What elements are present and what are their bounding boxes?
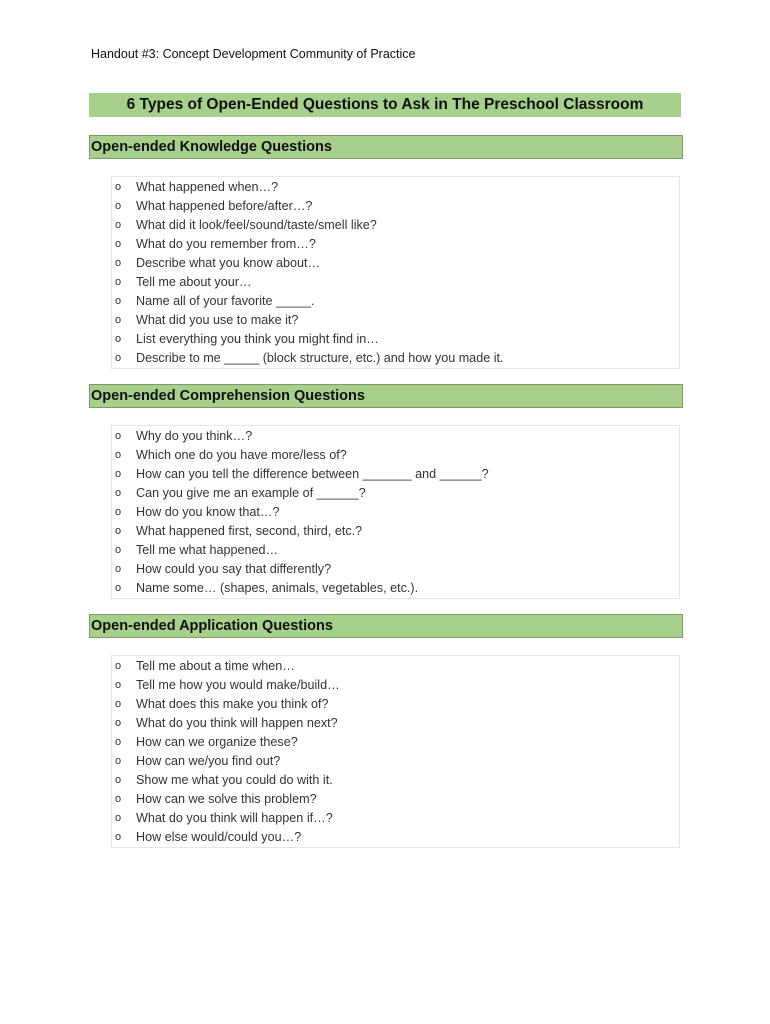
question-text: How can we solve this problem? <box>136 792 317 806</box>
question-list-comprehension <box>111 425 680 599</box>
list-item <box>112 714 679 733</box>
list-item <box>112 579 679 598</box>
question-list-knowledge <box>111 176 680 369</box>
list-item <box>112 771 679 790</box>
question-text: Tell me about your… <box>136 275 252 289</box>
list-item <box>112 733 679 752</box>
question-text: Why do you think…? <box>136 429 253 443</box>
question-text: Describe to me _____ (block structure, etc.) and how you made it. <box>136 351 504 365</box>
question-text: Tell me about a time when… <box>136 659 295 673</box>
bullet-icon: o <box>114 295 122 307</box>
question-text: Show me what you could do with it. <box>136 773 333 787</box>
list-item <box>112 178 679 197</box>
bullet-icon: o <box>114 238 122 250</box>
section-heading-application: Open-ended Application Questions <box>89 614 683 638</box>
list-item <box>112 503 679 522</box>
question-text: What happened before/after…? <box>136 199 313 213</box>
question-text: What did you use to make it? <box>136 313 299 327</box>
list-item <box>112 522 679 541</box>
list-item <box>112 465 679 484</box>
list-item <box>112 790 679 809</box>
list-item <box>112 349 679 368</box>
bullet-icon: o <box>114 200 122 212</box>
bullet-icon: o <box>114 430 122 442</box>
question-text: How can you tell the difference between _______ and ______? <box>136 467 489 481</box>
list-item <box>112 695 679 714</box>
question-text: What happened first, second, third, etc.? <box>136 524 363 538</box>
list-item <box>112 446 679 465</box>
bullet-icon: o <box>114 774 122 786</box>
bullet-icon: o <box>114 563 122 575</box>
question-text: Describe what you know about… <box>136 256 321 270</box>
bullet-icon: o <box>114 717 122 729</box>
question-text: Tell me what happened… <box>136 543 279 557</box>
bullet-icon: o <box>114 812 122 824</box>
list-item <box>112 254 679 273</box>
list-item <box>112 292 679 311</box>
list-item <box>112 752 679 771</box>
question-text: What do you think will happen if…? <box>136 811 333 825</box>
question-text: How can we/you find out? <box>136 754 281 768</box>
question-text: Tell me how you would make/build… <box>136 678 340 692</box>
section-heading-knowledge: Open-ended Knowledge Questions <box>89 135 683 159</box>
question-text: How can we organize these? <box>136 735 298 749</box>
question-text: What happened when…? <box>136 180 279 194</box>
list-item <box>112 541 679 560</box>
question-list-application <box>111 655 680 848</box>
bullet-icon: o <box>114 257 122 269</box>
list-item <box>112 676 679 695</box>
list-item <box>112 330 679 349</box>
list-item <box>112 235 679 254</box>
bullet-icon: o <box>114 181 122 193</box>
bullet-icon: o <box>114 660 122 672</box>
bullet-icon: o <box>114 506 122 518</box>
list-item <box>112 311 679 330</box>
question-text: What do you think will happen next? <box>136 716 338 730</box>
list-item <box>112 560 679 579</box>
question-text: How else would/could you…? <box>136 830 302 844</box>
bullet-icon: o <box>114 487 122 499</box>
question-text: List everything you think you might find in… <box>136 332 379 346</box>
list-item <box>112 657 679 676</box>
document-title: 6 Types of Open-Ended Questions to Ask in The Preschool Classroom <box>89 93 681 117</box>
question-text: What do you remember from…? <box>136 237 316 251</box>
section-heading-comprehension: Open-ended Comprehension Questions <box>89 384 683 408</box>
bullet-icon: o <box>114 736 122 748</box>
bullet-icon: o <box>114 468 122 480</box>
bullet-icon: o <box>114 219 122 231</box>
question-text: What did it look/feel/sound/taste/smell like? <box>136 218 377 232</box>
bullet-icon: o <box>114 755 122 767</box>
list-item <box>112 484 679 503</box>
bullet-icon: o <box>114 276 122 288</box>
running-header: Handout #3: Concept Development Community of Practice <box>91 47 416 61</box>
bullet-icon: o <box>114 314 122 326</box>
list-item <box>112 273 679 292</box>
list-item <box>112 197 679 216</box>
question-text: How do you know that…? <box>136 505 280 519</box>
bullet-icon: o <box>114 525 122 537</box>
question-text: Can you give me an example of ______? <box>136 486 366 500</box>
bullet-icon: o <box>114 679 122 691</box>
question-text: How could you say that differently? <box>136 562 332 576</box>
list-item <box>112 809 679 828</box>
bullet-icon: o <box>114 544 122 556</box>
question-text: Which one do you have more/less of? <box>136 448 347 462</box>
bullet-icon: o <box>114 698 122 710</box>
list-item <box>112 427 679 446</box>
list-item <box>112 216 679 235</box>
bullet-icon: o <box>114 449 122 461</box>
bullet-icon: o <box>114 793 122 805</box>
bullet-icon: o <box>114 582 122 594</box>
question-text: Name some… (shapes, animals, vegetables, etc.). <box>136 581 419 595</box>
bullet-icon: o <box>114 831 122 843</box>
list-item <box>112 828 679 847</box>
question-text: What does this make you think of? <box>136 697 329 711</box>
bullet-icon: o <box>114 352 122 364</box>
question-text: Name all of your favorite _____. <box>136 294 315 308</box>
bullet-icon: o <box>114 333 122 345</box>
